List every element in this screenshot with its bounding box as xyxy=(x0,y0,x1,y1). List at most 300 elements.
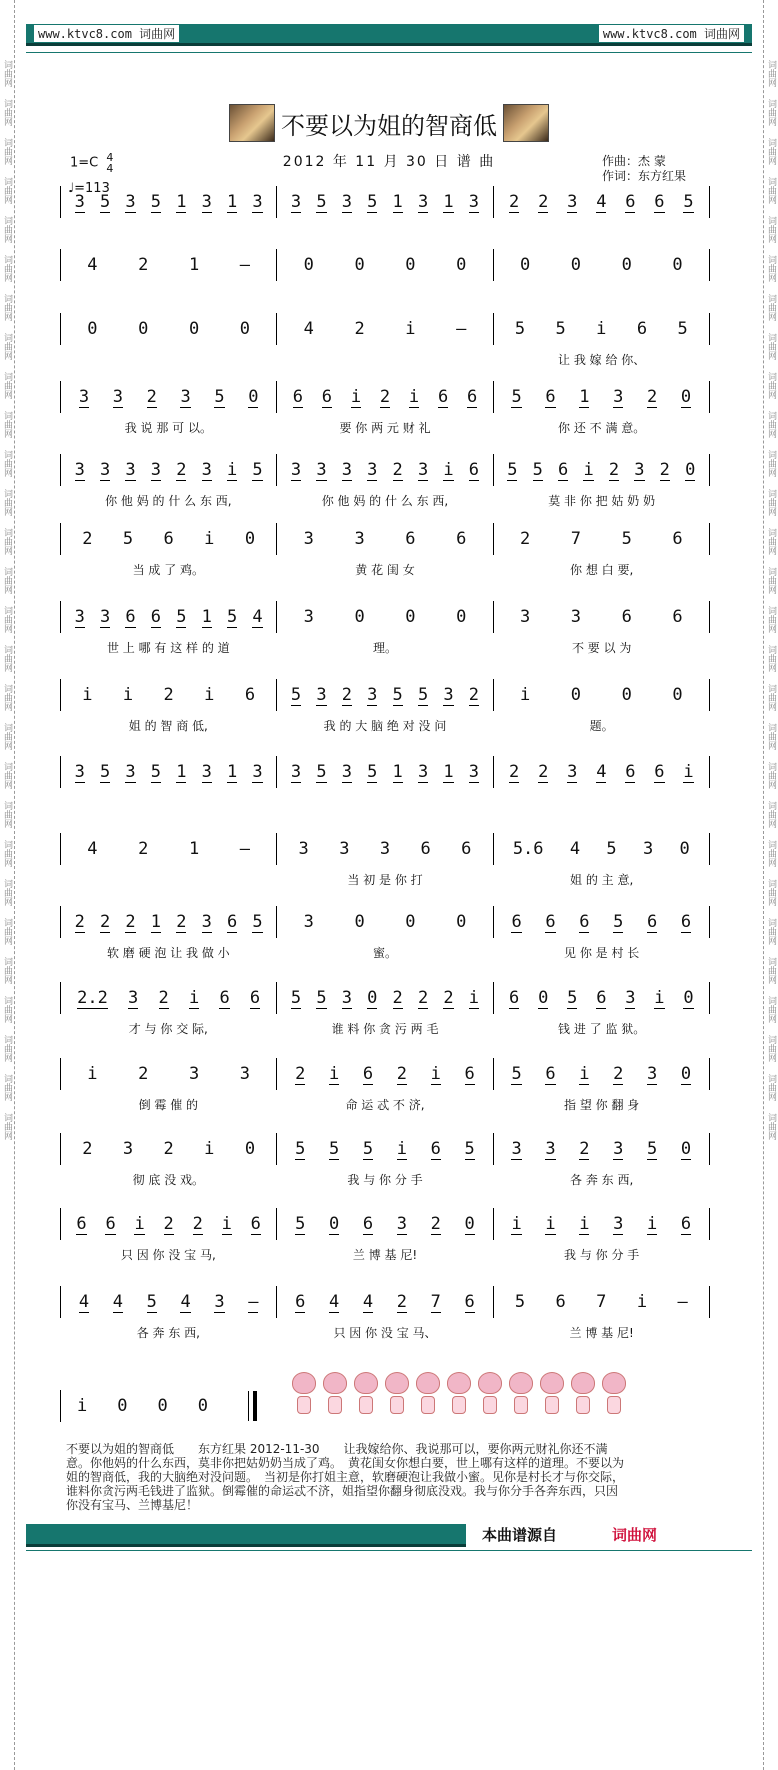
measure xyxy=(60,982,276,1014)
note: 6 xyxy=(464,1063,475,1084)
note: 6 xyxy=(579,911,590,932)
note: i xyxy=(77,1396,88,1416)
note: 3 xyxy=(567,191,578,212)
lyric-line xyxy=(60,1324,710,1342)
side-watermark-text: 词曲网 xyxy=(766,528,776,555)
note: i xyxy=(350,386,362,407)
note: 2 xyxy=(392,459,403,480)
note: 4 xyxy=(303,319,314,339)
header-site-right[interactable]: www.ktvc8.com 词曲网 xyxy=(599,25,744,42)
measure xyxy=(493,679,710,711)
side-watermark-text: 词曲网 xyxy=(766,60,776,87)
note: 3 xyxy=(125,459,136,480)
note: – xyxy=(456,319,467,339)
note: 2 xyxy=(608,459,620,480)
lyric-line xyxy=(60,717,710,735)
note: 2 xyxy=(138,1064,149,1084)
note: 3 xyxy=(180,386,191,407)
note: 5 xyxy=(511,1063,522,1084)
note: 2 xyxy=(646,386,658,407)
note: 4 xyxy=(87,839,98,859)
note: 2 xyxy=(138,255,149,275)
note: 3 xyxy=(74,606,85,627)
note: 0 xyxy=(329,1213,340,1234)
measure xyxy=(60,601,276,633)
note: i xyxy=(579,1213,590,1234)
lyric-segment: 软 磨 硬 泡 让 我 做 小 xyxy=(106,946,230,960)
note: 3 xyxy=(201,191,212,212)
side-watermark-text: 词曲网 xyxy=(2,1113,12,1140)
dancing-figures xyxy=(292,1372,626,1416)
note: 2 xyxy=(379,386,391,407)
lyric-line xyxy=(60,1020,710,1038)
note: 2 xyxy=(468,684,479,705)
lyric-segment: 只 因 你 没 宝 马, xyxy=(120,1248,216,1262)
side-watermark-text: 词曲网 xyxy=(766,957,776,984)
note: 5 xyxy=(150,761,162,782)
lyric-segment xyxy=(60,287,277,305)
note: 2 xyxy=(74,911,85,932)
side-watermark-text: 词曲网 xyxy=(2,138,12,165)
lyric-segment: 你 还 不 满 意。 xyxy=(558,421,646,435)
note: 7 xyxy=(596,1292,607,1312)
note: 2 xyxy=(163,685,174,705)
note: – xyxy=(677,1292,688,1312)
lyric-segment: 指 望 你 翻 身 xyxy=(564,1098,640,1112)
note: 5 xyxy=(683,191,694,212)
note: 6 xyxy=(511,911,522,932)
measure xyxy=(276,381,492,413)
side-watermark-text: 词曲网 xyxy=(2,177,12,204)
note: i xyxy=(443,459,454,480)
note: 3 xyxy=(367,684,378,705)
note: 3 xyxy=(341,761,352,782)
note: i xyxy=(646,1213,658,1234)
dancing-figure-icon xyxy=(447,1372,471,1416)
note: 0 xyxy=(672,685,683,705)
note: 5 xyxy=(99,761,111,782)
side-watermark-text: 词曲网 xyxy=(766,879,776,906)
side-watermark-text: 词曲网 xyxy=(2,489,12,516)
note: 5 xyxy=(362,1138,374,1159)
note: 5 xyxy=(555,319,566,339)
note: 3 xyxy=(78,386,90,407)
note: 3 xyxy=(443,684,454,705)
note: 2 xyxy=(396,1063,408,1084)
measure xyxy=(60,756,276,788)
note: 5 xyxy=(252,911,263,932)
side-watermark-text: 词曲网 xyxy=(766,606,776,633)
note: 0 xyxy=(456,607,467,627)
note: 2 xyxy=(519,529,531,549)
note: 2 xyxy=(99,911,111,932)
note: 0 xyxy=(680,386,692,407)
lyric-segment xyxy=(60,871,277,889)
score-row xyxy=(60,1058,710,1118)
note: 6 xyxy=(150,606,162,627)
note: 5 xyxy=(514,319,526,339)
measure xyxy=(60,313,276,345)
note: i xyxy=(511,1213,522,1234)
dancing-figure-icon xyxy=(385,1372,409,1416)
note: 6 xyxy=(545,1063,556,1084)
note: 2 xyxy=(509,191,520,212)
note: 1 xyxy=(443,761,454,782)
note: 0 xyxy=(239,319,251,339)
side-watermark-text: 词曲网 xyxy=(766,645,776,672)
note: 3 xyxy=(545,1138,556,1159)
note: 2 xyxy=(443,987,454,1008)
lyric-line xyxy=(60,871,710,889)
lyric-line xyxy=(60,1171,710,1189)
lyric-segment: 兰 博 基 尼! xyxy=(352,1248,418,1262)
note: 6 xyxy=(654,761,665,782)
lyrics-summary: 不要以为姐的智商低 东方红果 2012-11-30 让我嫁给你、我说那可以，要你两元财礼你还不满意。你他妈的什么东西，莫非你把姑奶奶当成了鸡。 黄花闺女你想白要，世上哪有这样的道理。不要以为姐的智商低，我的大脑绝对没问题。 当初是你打姐主意，软磨硬泡让我做小蜜。见你是村长才与你交际，谁料你贪污两毛钱进了监狱。倒霉催的命运忒不济，姐指望你翻身彻底没戏。我与你分手各奔东西，只因你没有宝马、兰博基尼！ xyxy=(66,1442,625,1512)
lyric-segment: 不 要 以 为 xyxy=(571,641,632,655)
note: 3 xyxy=(646,1063,658,1084)
side-watermark-text: 词曲网 xyxy=(2,957,12,984)
side-watermark-text: 词曲网 xyxy=(766,1035,776,1062)
time-signature xyxy=(106,152,113,174)
measure xyxy=(276,1208,492,1240)
note: 0 xyxy=(244,1139,256,1159)
note: 1 xyxy=(579,386,590,407)
note: 3 xyxy=(341,191,352,212)
score-row xyxy=(60,186,710,246)
note: 1 xyxy=(392,761,403,782)
time-denominator: 4 xyxy=(106,162,114,175)
side-watermark-text: 词曲网 xyxy=(2,450,12,477)
measure-group xyxy=(60,906,710,938)
composer-credit: 作曲：杰 蒙 xyxy=(602,154,666,168)
measure xyxy=(493,601,710,633)
note: – xyxy=(239,839,251,859)
side-watermark-text: 词曲网 xyxy=(2,918,12,945)
score-row xyxy=(60,679,710,739)
measure-group xyxy=(60,249,710,281)
note: 6 xyxy=(105,1213,116,1234)
note: 4 xyxy=(252,606,263,627)
dancing-figure-icon xyxy=(540,1372,564,1416)
note: 0 xyxy=(680,1063,692,1084)
note: 6 xyxy=(244,685,256,705)
note: 6 xyxy=(621,607,632,627)
measure-group xyxy=(60,1133,710,1165)
measure xyxy=(493,1286,710,1318)
note: 6 xyxy=(227,911,238,932)
measure xyxy=(493,833,710,865)
lyric-segment: 姐 的 主 意, xyxy=(570,873,634,887)
side-watermark-text: 词曲网 xyxy=(2,996,12,1023)
lyric-line xyxy=(60,1246,710,1264)
note: 3 xyxy=(128,987,139,1008)
note: 0 xyxy=(570,685,582,705)
measure xyxy=(60,833,276,865)
dancing-figure-icon xyxy=(478,1372,502,1416)
singer-photo-right xyxy=(503,104,549,142)
note: 6 xyxy=(420,839,431,859)
lyric-line xyxy=(60,794,710,812)
note: 2 xyxy=(354,319,365,339)
lyric-line xyxy=(60,561,710,579)
note: 3 xyxy=(341,987,352,1008)
key-label: 1=C xyxy=(70,155,99,171)
measure-group xyxy=(60,601,710,633)
note: i xyxy=(468,987,479,1008)
lyric-segment xyxy=(277,351,494,369)
note: 3 xyxy=(379,839,391,859)
measure xyxy=(493,454,710,486)
note: 6 xyxy=(437,386,449,407)
score-row xyxy=(60,1133,710,1193)
note: 6 xyxy=(596,987,607,1008)
side-watermark-text: 词曲网 xyxy=(2,1074,12,1101)
measure xyxy=(276,756,492,788)
note: i xyxy=(221,1213,232,1234)
note: 6 xyxy=(468,459,479,480)
note: 1 xyxy=(188,839,200,859)
note: 5 xyxy=(514,1292,526,1312)
note: 2 xyxy=(125,911,136,932)
side-watermark-text: 词曲网 xyxy=(766,723,776,750)
note: 0 xyxy=(456,255,467,275)
note: 6 xyxy=(646,911,658,932)
lyric-line xyxy=(60,287,710,305)
measure xyxy=(276,523,492,555)
note: 3 xyxy=(634,459,645,480)
note: i xyxy=(122,685,134,705)
measure-group xyxy=(60,1058,710,1090)
note: 5 xyxy=(567,987,578,1008)
note: 0 xyxy=(405,912,416,932)
note: 3 xyxy=(303,529,314,549)
note: 6 xyxy=(672,607,683,627)
note: 0 xyxy=(157,1396,168,1416)
measure xyxy=(60,906,276,938)
note: 4 xyxy=(180,1291,191,1312)
note: 6 xyxy=(636,319,648,339)
note: 4 xyxy=(362,1291,374,1312)
measure-group xyxy=(60,833,710,865)
note: 5 xyxy=(613,911,624,932)
note: 3 xyxy=(99,459,111,480)
note: i xyxy=(683,761,694,782)
measure xyxy=(276,186,492,218)
note: 5 xyxy=(329,1138,340,1159)
measure-group xyxy=(60,454,710,486)
lyric-segment: 你 他 妈 的 什 么 东 西, xyxy=(105,494,232,508)
note: i xyxy=(654,987,665,1008)
compose-date: 2012 年 11 月 30 日 谱 曲 xyxy=(282,154,496,170)
note: 3 xyxy=(367,459,378,480)
score-row xyxy=(60,454,710,514)
note: 3 xyxy=(570,607,582,627)
side-watermark-text: 词曲网 xyxy=(2,801,12,828)
note: 4 xyxy=(112,1291,123,1312)
note: 6 xyxy=(509,987,520,1008)
footer-source-label: 本曲谱源自 xyxy=(482,1526,558,1544)
footer-rule xyxy=(26,1550,752,1551)
measure xyxy=(276,454,492,486)
side-watermark-text: 词曲网 xyxy=(2,528,12,555)
note: 5 xyxy=(316,191,327,212)
measure xyxy=(60,249,276,281)
measure-group xyxy=(60,313,710,345)
note: 5 xyxy=(621,529,632,549)
lyric-segment: 让 我 嫁 给 你、 xyxy=(558,353,646,367)
song-title: 不要以为姐的智商低 xyxy=(281,111,497,140)
measure xyxy=(276,601,492,633)
side-watermark-text: 词曲网 xyxy=(2,606,12,633)
note: 2 xyxy=(613,1063,624,1084)
note: 0 xyxy=(188,319,200,339)
note: 5 xyxy=(606,839,617,859)
lyric-segment xyxy=(277,224,494,242)
measure-group xyxy=(60,523,710,555)
note: 3 xyxy=(201,911,212,932)
note: 6 xyxy=(405,529,416,549)
dancing-figure-icon xyxy=(354,1372,378,1416)
side-watermark-text: 词曲网 xyxy=(2,255,12,282)
note: 6 xyxy=(219,987,230,1008)
measure xyxy=(493,523,710,555)
side-watermark-text: 词曲网 xyxy=(766,1113,776,1140)
note: 3 xyxy=(252,191,263,212)
note: 3 xyxy=(519,607,531,627)
lyric-segment: 兰 博 基 尼! xyxy=(569,1326,634,1340)
measure xyxy=(60,679,276,711)
final-measure xyxy=(60,1390,260,1422)
note: 0 xyxy=(621,255,632,275)
note: 0 xyxy=(621,685,632,705)
header-site-left[interactable]: www.ktvc8.com 词曲网 xyxy=(34,25,179,42)
note: 0 xyxy=(570,255,582,275)
measure xyxy=(493,756,710,788)
lyric-line xyxy=(60,224,710,242)
lyric-segment: 我 与 你 分 手 xyxy=(564,1248,640,1262)
note: 5 xyxy=(646,1138,658,1159)
lyric-segment: 当 初 是 你 打 xyxy=(347,873,423,887)
note: 3 xyxy=(150,459,162,480)
measure xyxy=(493,249,710,281)
note: 4 xyxy=(329,1291,340,1312)
side-watermark-text: 词曲网 xyxy=(766,372,776,399)
score-row xyxy=(60,906,710,966)
note: 3 xyxy=(201,459,212,480)
side-watermark-text: 词曲网 xyxy=(766,684,776,711)
note: 2 xyxy=(341,684,352,705)
note: 2 xyxy=(392,987,403,1008)
score-row xyxy=(60,982,710,1042)
note: 0 xyxy=(354,607,365,627)
measure-group xyxy=(60,381,710,413)
note: 6 xyxy=(545,386,556,407)
lyric-segment: 谁 料 你 贪 污 两 毛 xyxy=(331,1022,439,1036)
note: 5 xyxy=(290,684,302,705)
note: 1 xyxy=(176,761,187,782)
note: 2 xyxy=(146,386,157,407)
measure xyxy=(276,1133,492,1165)
score-row xyxy=(60,833,710,893)
note: 3 xyxy=(99,606,111,627)
note: 3 xyxy=(396,1213,408,1234)
note: 2 xyxy=(538,191,549,212)
note: 3 xyxy=(290,761,302,782)
note: 3 xyxy=(74,459,85,480)
measure xyxy=(493,906,710,938)
note: 2.2 xyxy=(77,987,108,1008)
lyric-line xyxy=(60,419,710,437)
note: – xyxy=(248,1291,259,1312)
note: 4 xyxy=(78,1291,90,1312)
note: 5 xyxy=(464,1138,475,1159)
measure xyxy=(276,1058,492,1090)
score-row xyxy=(60,1286,710,1346)
side-watermark-text: 词曲网 xyxy=(766,762,776,789)
lyric-segment: 倒 霉 催 的 xyxy=(138,1098,199,1112)
side-watermark-text: 词曲网 xyxy=(766,801,776,828)
dancing-figure-icon xyxy=(602,1372,626,1416)
side-watermark-text: 词曲网 xyxy=(2,840,12,867)
note: i xyxy=(519,685,531,705)
lyric-segment xyxy=(277,794,494,812)
key-signature xyxy=(70,152,113,174)
note: i xyxy=(204,685,215,705)
side-watermark-text: 词曲网 xyxy=(766,255,776,282)
note: 1 xyxy=(201,606,212,627)
note: 6 xyxy=(362,1063,374,1084)
lyric-segment: 世 上 哪 有 这 样 的 道 xyxy=(106,641,230,655)
score-row xyxy=(60,381,710,441)
score-row xyxy=(60,249,710,309)
measure-group xyxy=(60,186,710,218)
note: 3 xyxy=(290,191,302,212)
note: 2 xyxy=(659,459,670,480)
note: 3 xyxy=(112,386,123,407)
note: 0 xyxy=(117,1396,128,1416)
lyric-segment: 命 运 忒 不 济, xyxy=(345,1098,425,1112)
note: 5 xyxy=(532,459,543,480)
note: i xyxy=(596,319,607,339)
lyricist-credit: 作词：东方红果 xyxy=(602,169,687,183)
note: 2 xyxy=(417,987,429,1008)
note: 6 xyxy=(250,1213,261,1234)
side-watermark-text: 词曲网 xyxy=(766,216,776,243)
note: i xyxy=(204,529,215,549)
note: i xyxy=(329,1063,340,1084)
side-watermark-text: 词曲网 xyxy=(766,567,776,594)
header-rule xyxy=(26,52,752,53)
dancing-figure-icon xyxy=(323,1372,347,1416)
note: i xyxy=(545,1213,556,1234)
footer-site-link[interactable]: 词曲网 xyxy=(612,1526,658,1544)
note: i xyxy=(227,459,238,480)
side-watermark-text: 词曲网 xyxy=(2,1035,12,1062)
note: 2 xyxy=(82,529,93,549)
note: 3 xyxy=(316,459,327,480)
dancing-figure-icon xyxy=(571,1372,595,1416)
side-watermark-text: 词曲网 xyxy=(2,99,12,126)
measure-group xyxy=(60,679,710,711)
dancing-figure-icon xyxy=(509,1372,533,1416)
note: 3 xyxy=(417,459,429,480)
note: 3 xyxy=(252,761,263,782)
side-watermark-text: 词曲网 xyxy=(766,411,776,438)
note: 3 xyxy=(511,1138,522,1159)
note: 5 xyxy=(214,386,225,407)
measure xyxy=(493,313,710,345)
lyric-segment: 钱 进 了 监 狱。 xyxy=(558,1022,646,1036)
